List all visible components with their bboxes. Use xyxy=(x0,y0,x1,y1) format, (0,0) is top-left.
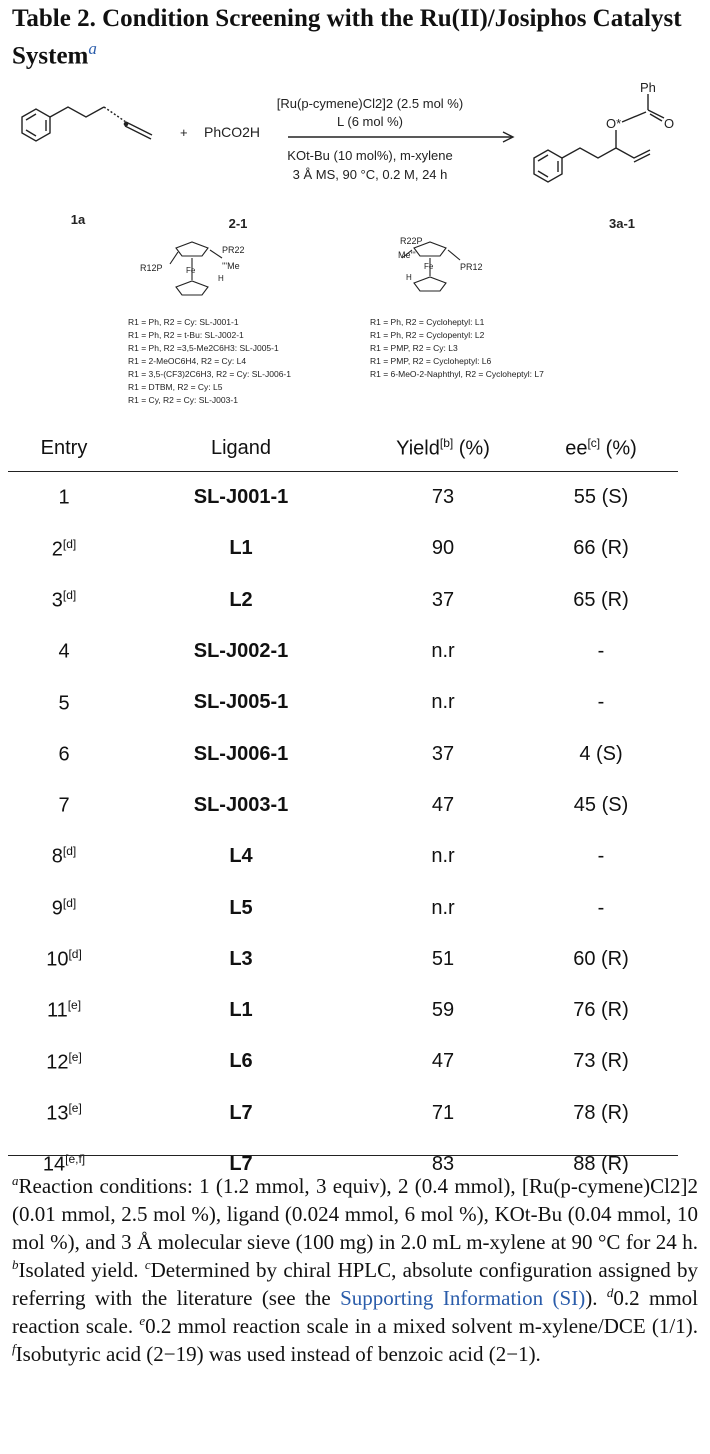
product-ester-o-star: O* xyxy=(606,116,622,131)
table-row xyxy=(8,831,678,882)
ee-cell: - xyxy=(597,845,605,868)
table-row xyxy=(8,934,678,985)
ligand-left-entry: R1 = Cy, R2 = Cy: SL-J003-1 xyxy=(128,395,238,405)
entry-cell: 6 xyxy=(58,743,70,766)
entry-cell: 7 xyxy=(58,794,70,817)
table-row xyxy=(8,575,678,626)
ligand-cell: SL-J001-1 xyxy=(193,486,289,509)
footnote-f-text: Isobutyric acid (2−19) was used instead of benzoic acid (2−1). xyxy=(15,1342,541,1366)
footnote-block xyxy=(12,1172,698,1368)
label-3a-1: 3a-1 xyxy=(608,216,636,231)
entry-cell: 14[e,f] xyxy=(42,1152,86,1176)
footnote-d-text: 0.2 mmol reaction scale. xyxy=(12,1286,699,1338)
footnote-b-text: Isolated yield. xyxy=(18,1258,139,1282)
footnote-a-marker: a xyxy=(12,1173,19,1188)
yield-cell: 59 xyxy=(431,999,455,1022)
header-ee: ee[c] (%) xyxy=(524,425,678,472)
ee-cell: 66 (R) xyxy=(573,537,629,560)
footnote-b-marker: b xyxy=(12,1257,19,1272)
ligand-left-entry: R1 = DTBM, R2 = Cy: L5 xyxy=(128,382,223,392)
ligand-left-entry: R1 = Ph, R2 = t-Bu: SL-J002-1 xyxy=(128,330,244,340)
product-phenyl-label: Ph xyxy=(640,80,656,95)
table-row xyxy=(8,626,678,677)
ligand-left-ferrocene-structure xyxy=(170,242,222,295)
entry-cell: 1 xyxy=(58,486,70,509)
ligand-cell: L1 xyxy=(229,999,253,1022)
yield-cell: 71 xyxy=(431,1101,455,1124)
ligand-cell: L5 xyxy=(229,896,253,919)
ligand-cell: L3 xyxy=(229,947,253,970)
yield-cell: n.r xyxy=(431,640,455,663)
footnote-c-marker: c xyxy=(144,1257,151,1272)
ligand-left-list xyxy=(128,317,291,405)
ee-cell: - xyxy=(597,640,605,663)
table-header-row xyxy=(8,425,678,472)
table-row xyxy=(8,472,678,524)
supporting-information-link[interactable]: Supporting Information (SI) xyxy=(340,1286,586,1310)
ligand-left-entry: R1 = Ph, R2 = Cy: SL-J001-1 xyxy=(128,317,239,327)
ligand-right-list xyxy=(370,317,544,379)
yield-cell: n.r xyxy=(431,845,455,868)
ee-cell: 78 (R) xyxy=(573,1101,629,1124)
yield-cell: n.r xyxy=(431,896,455,919)
entry-cell: 5 xyxy=(58,692,70,715)
entry-cell: 9[d] xyxy=(51,895,77,920)
table-row xyxy=(8,523,678,574)
ligand-cell: L7 xyxy=(229,1101,253,1124)
ee-cell: 55 (S) xyxy=(573,486,629,509)
ee-cell: 60 (R) xyxy=(573,947,629,970)
table-bottom-rule xyxy=(8,1155,678,1156)
reaction-scheme xyxy=(0,80,710,420)
entry-cell: 12[e] xyxy=(46,1049,82,1074)
ligand-right-entry: R1 = PMP, R2 = Cycloheptyl: L6 xyxy=(370,356,492,366)
yield-cell: 90 xyxy=(431,537,455,560)
condition-catalyst: [Ru(p-cymene)Cl2]2 (2.5 mol %) xyxy=(276,96,464,111)
ligand-right-fe: Fe xyxy=(424,262,434,271)
ee-cell: 45 (S) xyxy=(573,793,629,816)
condition-temperature: 3 Å MS, 90 °C, 0.2 M, 24 h xyxy=(292,167,448,182)
entry-cell: 10[d] xyxy=(46,946,82,971)
ee-cell: 65 (R) xyxy=(573,588,629,611)
table-row xyxy=(8,985,678,1036)
header-ligand: Ligand xyxy=(120,425,362,472)
entry-cell: 2[d] xyxy=(51,536,77,561)
ee-footnote-marker[interactable]: [c] xyxy=(587,435,601,450)
ligand-right-entry: R1 = 6-MeO-2-Naphthyl, R2 = Cycloheptyl: L7 xyxy=(370,369,544,379)
entry-cell: 11[e] xyxy=(46,998,82,1022)
caption-footnote-marker[interactable]: a xyxy=(88,39,97,58)
caption-text: Table 2. Condition Screening with the Ru(II)/Josiphos Catalyst System xyxy=(12,5,682,70)
plus-sign: + xyxy=(180,125,188,140)
results-table xyxy=(8,425,678,1190)
footnote-a-text: Reaction conditions: 1 (1.2 mmol, 3 equiv), 2 (0.4 mmol), [Ru(p-cymene)Cl2]2 (0.01 mmol, 2.5 mol %), ligand (0.024 mmol, 6 mol %), KOt-Bu (0.04 mmol, 10 mol %), and 3 Å molecular sieve (100 mg) in 2.0 mL m-xylene at 90 °C for 24 h. xyxy=(12,1174,698,1254)
reagent-2-1-formula: PhCO2H xyxy=(204,124,261,140)
footnote-f-marker: f xyxy=(12,1341,16,1356)
footnote-c-text: Determined by chiral HPLC, absolute configuration assigned by referring with the literature (see the xyxy=(12,1258,699,1310)
ligand-cell: L6 xyxy=(229,1050,253,1073)
yield-cell: 47 xyxy=(431,1050,455,1073)
table-row xyxy=(8,728,678,779)
label-2-1: 2-1 xyxy=(228,216,248,231)
ligand-left-fe: Fe xyxy=(186,266,196,275)
entry-cell: 3[d] xyxy=(51,587,77,612)
table-row xyxy=(8,1088,678,1139)
yield-cell: 37 xyxy=(431,742,455,765)
ee-cell: - xyxy=(597,896,605,919)
ligand-left-entry: R1 = 2-MeOC6H4, R2 = Cy: L4 xyxy=(128,356,247,366)
yield-footnote-marker[interactable]: [b] xyxy=(439,435,454,450)
ligand-cell: SL-J005-1 xyxy=(193,691,289,714)
ligand-right-entry: R1 = Ph, R2 = Cyclopentyl: L2 xyxy=(370,330,485,340)
reaction-arrow xyxy=(288,132,513,142)
ligand-right-entry: R1 = Ph, R2 = Cycloheptyl: L1 xyxy=(370,317,485,327)
footnote-e-text: 0.2 mmol reaction scale in a mixed solvent m-xylene/DCE (1/1). xyxy=(145,1314,699,1338)
ligand-cell: L1 xyxy=(229,537,253,560)
ligand-left-h: H xyxy=(218,274,224,283)
ligand-cell: L7 xyxy=(229,1153,253,1175)
ligand-right-pr1-group: PR12 xyxy=(460,262,483,272)
label-1a: 1a xyxy=(70,212,86,227)
ee-cell: 4 (S) xyxy=(579,742,623,765)
ligand-left-entry: R1 = 3,5-(CF3)2C6H3, R2 = Cy: SL-J006-1 xyxy=(128,369,291,379)
ee-cell: 76 (R) xyxy=(573,999,629,1022)
entry-cell: 13[e] xyxy=(46,1100,82,1125)
ligand-left-pr2-group: PR22 xyxy=(222,245,245,255)
table-caption xyxy=(12,4,702,71)
yield-cell: 37 xyxy=(431,588,455,611)
table-row xyxy=(8,780,678,831)
yield-cell: 47 xyxy=(431,793,455,816)
ligand-cell: L2 xyxy=(229,588,253,611)
header-entry: Entry xyxy=(8,425,120,472)
ligand-left-entry: R1 = Ph, R2 =3,5-Me2C6H3: SL-J005-1 xyxy=(128,343,279,353)
entry-cell: 4 xyxy=(58,640,70,663)
footnote-d-marker: d xyxy=(606,1285,614,1300)
ee-cell: 88 (R) xyxy=(573,1153,629,1175)
yield-cell: 83 xyxy=(431,1153,455,1175)
ligand-right-r2p-group: R22P xyxy=(400,236,423,246)
substrate-1a-structure xyxy=(22,107,152,141)
footnote-c-end: ). xyxy=(585,1286,598,1310)
product-3a-1-structure xyxy=(534,94,664,182)
condition-ligand: L (6 mol %) xyxy=(337,114,403,129)
table-row xyxy=(8,1036,678,1087)
ligand-cell: SL-J003-1 xyxy=(193,793,289,816)
yield-cell: 73 xyxy=(431,486,455,509)
entry-cell: 8[d] xyxy=(51,844,77,869)
product-carbonyl-o: O xyxy=(664,116,675,131)
ligand-left-me: '''Me xyxy=(222,261,240,271)
yield-cell: 51 xyxy=(431,947,455,970)
condition-base-solvent: KOt-Bu (10 mol%), m-xylene xyxy=(287,148,453,163)
table-footnotes xyxy=(12,1172,698,1368)
ligand-cell: SL-J002-1 xyxy=(193,640,289,663)
ee-cell: - xyxy=(597,691,605,714)
ligand-right-me: Me''' xyxy=(398,250,416,260)
footnote-e-marker: e xyxy=(139,1313,146,1328)
table-row xyxy=(8,882,678,933)
ligand-right-h: H xyxy=(406,273,412,282)
table-row xyxy=(8,677,678,728)
ee-cell: 73 (R) xyxy=(573,1050,629,1073)
ligand-left-r1p-group: R12P xyxy=(140,263,163,273)
ligand-right-entry: R1 = PMP, R2 = Cy: L3 xyxy=(370,343,458,353)
header-yield: Yield[b] (%) xyxy=(362,425,524,472)
ligand-cell: L4 xyxy=(229,845,253,868)
ligand-cell: SL-J006-1 xyxy=(193,742,289,765)
yield-cell: n.r xyxy=(431,691,455,714)
